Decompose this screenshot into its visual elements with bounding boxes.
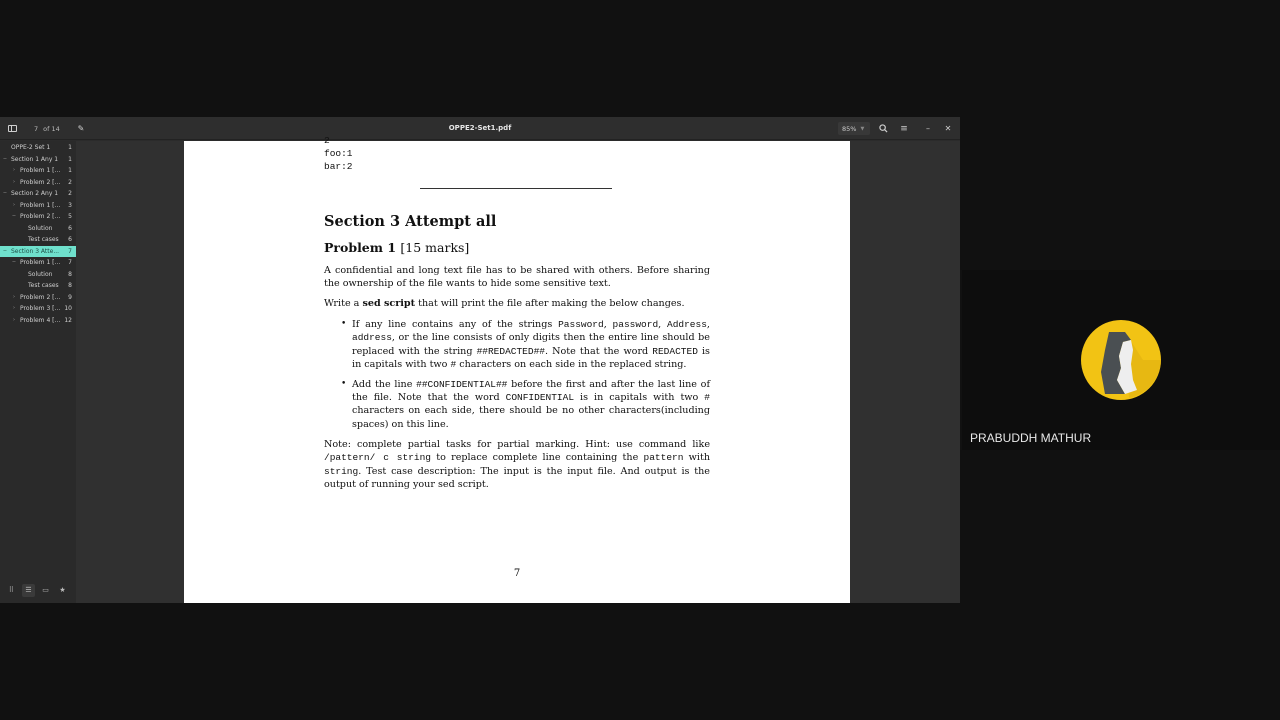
text: Add the line	[352, 378, 417, 390]
zoom-level-dropdown[interactable]	[838, 122, 870, 135]
text: to replace complete line containing the	[431, 452, 644, 464]
code: #	[704, 392, 710, 404]
outline-item-page: 1	[68, 144, 72, 151]
outline-item-label: Problem 4 [...	[20, 316, 61, 324]
text: is in capitals with two	[574, 392, 705, 404]
outline-item-label: OPPE-2 Set 1	[11, 144, 51, 151]
code: REDACTED	[652, 345, 698, 357]
outline-item-label: Problem 3 [...	[20, 305, 61, 312]
expand-arrow-icon[interactable]: ›	[13, 305, 15, 311]
close-icon: ✕	[944, 124, 952, 133]
outline-item[interactable]	[0, 200, 76, 212]
expand-arrow-icon[interactable]: ›	[13, 316, 15, 323]
outline-item-label: Problem 1 [...	[20, 167, 61, 174]
list-item	[324, 378, 710, 432]
outline-item-label: Section 1 Any 1	[11, 155, 59, 163]
code: string	[324, 465, 359, 477]
outline-item-page: 12	[64, 316, 72, 324]
outline-item[interactable]	[0, 257, 76, 269]
code-line: 2	[324, 135, 330, 146]
outline-item-label: Problem 1 [...	[20, 259, 61, 266]
outline-item-label: Problem 2 [...	[20, 213, 61, 220]
text: ,	[706, 319, 710, 330]
collapse-arrow-icon[interactable]: −	[2, 190, 8, 196]
outline-item-page: 1	[68, 167, 72, 174]
problem-marks: [15 marks]	[400, 240, 470, 255]
section-heading: Section 3 Attempt all	[324, 213, 497, 230]
outline-item-page: 8	[68, 282, 72, 289]
search-button[interactable]	[876, 117, 890, 140]
horizontal-rule	[420, 188, 612, 189]
outline-item-label: Section 2 Any 1	[11, 190, 59, 197]
outline-item-page: 3	[68, 201, 72, 209]
outline-tree	[0, 141, 76, 326]
code: /pattern/ c string	[324, 452, 432, 464]
zoom-level-value: 85%	[842, 124, 857, 133]
intro-paragraph: A confidential and long text file has to be shared with others. Before sharing the ownership of the file wants to hide some sensitive text.	[324, 265, 710, 290]
search-icon	[879, 124, 888, 133]
problem-title: Problem 1	[324, 240, 397, 255]
outline-item[interactable]	[0, 280, 76, 292]
outline-item[interactable]	[0, 315, 76, 327]
code-line: foo:1	[324, 148, 353, 159]
outline-item[interactable]	[0, 292, 76, 304]
code: CONFIDENTIAL	[505, 392, 575, 404]
video-participant-tile	[962, 270, 1280, 450]
list-item	[324, 318, 710, 372]
outline-button[interactable]	[22, 584, 35, 597]
requirements-list	[324, 318, 710, 437]
text: If any line contains any of the strings	[352, 319, 559, 330]
bookmarks-button[interactable]	[56, 584, 69, 597]
text: . Test case description: The input is the input file. And output is the output of running your sed script.	[324, 465, 710, 491]
collapse-arrow-icon[interactable]: −	[11, 259, 17, 265]
outline-item-label: Solution	[28, 224, 53, 232]
text: before the first and after the last line of the file. Note that the word	[352, 378, 710, 404]
hamburger-menu-icon: ≡	[900, 123, 908, 134]
code: Address	[667, 319, 707, 330]
text: characters on each side, there should be no other characters(including spaces) on this line.	[352, 405, 710, 430]
collapse-arrow-icon[interactable]: −	[11, 213, 17, 219]
thumbnails-button[interactable]	[5, 584, 18, 597]
text: ,	[658, 319, 667, 330]
expand-arrow-icon[interactable]: ›	[13, 201, 15, 208]
expand-arrow-icon[interactable]: ›	[13, 293, 15, 300]
outline-sidebar	[0, 141, 76, 603]
code: Password	[558, 319, 604, 330]
outline-item-page: 2	[68, 178, 72, 186]
expand-arrow-icon[interactable]: ›	[13, 167, 15, 173]
outline-item-label: Problem 2 [...	[20, 178, 61, 186]
close-button[interactable]	[941, 117, 955, 140]
code: ##CONFIDENTIAL##	[416, 378, 508, 390]
collapse-arrow-icon[interactable]: −	[2, 247, 8, 254]
outline-item[interactable]	[0, 211, 76, 223]
text: with	[683, 452, 710, 464]
outline-item[interactable]	[0, 177, 76, 189]
sed-script-bold: sed script	[362, 298, 416, 309]
main-menu-button[interactable]	[897, 117, 911, 140]
outline-item[interactable]	[0, 223, 76, 235]
pdf-page	[184, 135, 850, 603]
expand-arrow-icon[interactable]: ›	[13, 178, 15, 185]
task-paragraph	[324, 297, 710, 310]
list-icon: ☰	[25, 586, 32, 594]
sidebar-mode-bar	[0, 583, 76, 597]
code: password	[612, 319, 659, 330]
presenter-name: PRABUDDH MATHUR	[970, 431, 1092, 445]
outline-item[interactable]	[0, 154, 76, 166]
pencil-icon: ✎	[77, 124, 85, 133]
document-title: OPPE2-Set1.pdf	[448, 124, 512, 132]
text: Note: complete partial tasks for partial marking. Hint: use command like	[324, 439, 710, 450]
outline-item-label: Solution	[28, 270, 53, 278]
code: address	[352, 332, 392, 344]
problem-heading	[324, 240, 469, 255]
note-paragraph	[324, 438, 710, 492]
outline-item[interactable]	[0, 142, 76, 154]
current-page-input[interactable]: 7	[34, 124, 39, 133]
code-line: bar:2	[324, 161, 353, 172]
outline-item[interactable]	[0, 165, 76, 177]
text: , or the line consists of only digits then the entire line should be replaced with the string	[352, 332, 710, 357]
text: characters on each side in the replaced string.	[456, 359, 687, 371]
outline-item[interactable]	[0, 234, 76, 246]
minimize-icon: –	[926, 124, 930, 133]
code: pattern	[643, 452, 684, 464]
outline-item-page: 6	[68, 236, 72, 243]
text: . Note that the word	[544, 345, 653, 357]
grid-icon: ⠿	[8, 586, 15, 594]
outline-item-page: 5	[68, 213, 72, 220]
outline-item-page: 10	[64, 305, 72, 312]
outline-item[interactable]	[0, 188, 76, 200]
page-number-footer: 7	[513, 568, 521, 579]
collapse-arrow-icon[interactable]: −	[2, 155, 8, 162]
annotations-button[interactable]	[39, 584, 52, 597]
document-canvas[interactable]	[76, 135, 960, 603]
minimize-button[interactable]	[921, 117, 935, 140]
chevron-down-icon: ▼	[860, 125, 865, 132]
comment-icon: ▭	[42, 586, 49, 594]
text: that will print the file after making the below changes.	[415, 298, 685, 309]
outline-item-label: Test cases	[28, 236, 59, 243]
outline-item-page: 7	[68, 259, 72, 266]
outline-item-label: Section 3 Atte...	[11, 247, 60, 255]
text: is in capitals with two	[352, 345, 710, 371]
outline-item[interactable]	[0, 246, 76, 258]
outline-item-page: 2	[68, 190, 72, 197]
title-bar	[0, 117, 960, 140]
code: #	[450, 359, 457, 371]
outline-item-page: 1	[68, 155, 72, 163]
outline-item-label: Problem 2 [...	[20, 293, 61, 301]
avatar	[1081, 320, 1161, 400]
pdf-viewer-window	[0, 117, 960, 603]
outline-item-label: Problem 1 [...	[20, 201, 61, 209]
outline-item-label: Test cases	[28, 282, 59, 289]
outline-item-page: 9	[68, 293, 72, 301]
code: ##REDACTED##	[476, 345, 545, 357]
total-pages-label: of 14	[43, 124, 60, 133]
outline-item[interactable]	[0, 269, 76, 281]
outline-item-page: 6	[68, 224, 72, 232]
text: Write a	[324, 298, 363, 309]
outline-item[interactable]	[0, 303, 76, 315]
star-icon: ★	[59, 586, 66, 594]
outline-item-page: 7	[68, 247, 72, 255]
text: ,	[603, 319, 613, 330]
outline-item-page: 8	[68, 270, 72, 278]
